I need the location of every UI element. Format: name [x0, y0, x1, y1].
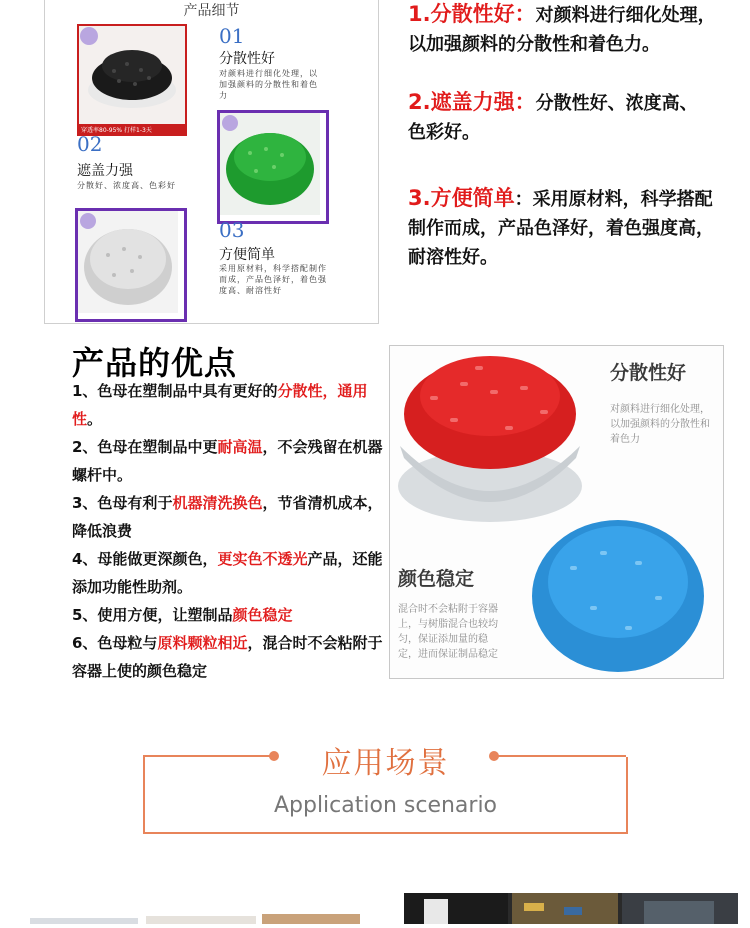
feature-heading: 3.方便简单 — [408, 186, 515, 210]
advantage-item: 4、母能做更深颜色，更实色不透光产品，还能添加功能性助剂。 — [72, 550, 383, 596]
black-pellets-image — [77, 24, 187, 136]
advantages-heading: 产品的优点 — [72, 344, 238, 382]
feature-text-3 — [408, 184, 716, 272]
feature-number: 03 — [219, 218, 245, 242]
sample-badge: 穿透率80-95% 打样1-3天 — [79, 124, 154, 135]
panel-title-dispersion: 分散性好 — [610, 362, 687, 384]
scenario-image-2 — [146, 916, 256, 924]
advantage-item: 1、色母在塑制品中具有更好的分散性，通用性。 — [72, 382, 368, 428]
white-pellets-image — [75, 208, 187, 322]
scenario-image-3 — [262, 914, 360, 924]
panel-title-stability: 颜色稳定 — [398, 568, 475, 590]
feature-number: 02 — [77, 132, 103, 156]
feature-number: 01 — [219, 24, 245, 48]
feature-desc: 分散好、浓度高、色彩好 — [77, 181, 176, 190]
feature-title: 遮盖力强 — [77, 163, 133, 179]
product-detail-card — [44, 0, 379, 324]
advantage-item: 2、色母在塑制品中更耐高温，不会残留在机器螺杆中。 — [72, 438, 383, 484]
advantage-item: 3、色母有利于机器清洗换色，节省清机成本，降低浪费 — [72, 494, 383, 540]
scenario-title-en: Application scenario — [273, 793, 498, 818]
pellets-showcase-panel — [389, 345, 724, 679]
feature-title: 分散性好 — [219, 51, 275, 67]
feature-desc: 对颜料进行细化处理，以加强颜料的分散性和着色力 — [219, 69, 318, 100]
feature-body: ：采用原材料，科学搭配制作而成，产品色泽好，着色强度高，耐溶性好。 — [408, 189, 714, 268]
advantage-item: 5、使用方便，让塑制品颜色稳定 — [72, 606, 293, 624]
advantages-list — [72, 377, 390, 685]
feature-heading: 2.遮盖力强： — [408, 90, 536, 114]
scenario-title-cn: 应用场景 — [321, 746, 450, 781]
feature-heading: 1.分散性好： — [408, 2, 536, 26]
feature-body: 分散性好、浓度高、色彩好。 — [408, 93, 698, 143]
feature-text-2 — [408, 88, 708, 147]
detail-card-title: 产品细节 — [183, 3, 240, 19]
feature-title: 方便简单 — [219, 247, 275, 263]
feature-body: 对颜料进行细化处理，以加强颜料的分散性和着色力。 — [408, 5, 716, 55]
scenario-image-strip — [404, 893, 738, 924]
feature-desc: 采用原材料，科学搭配制作而成，产品色泽好，着色强度高、耐溶性好 — [219, 264, 327, 295]
green-pellets-image — [217, 110, 329, 224]
feature-text-1 — [408, 0, 718, 59]
scenario-image-1 — [30, 918, 138, 924]
advantage-item: 6、色母粒与原料颗粒相近，混合时不会粘附于容器上使的颜色稳定 — [72, 634, 383, 680]
panel-desc-dispersion: 对颜料进行细化处理，以加强颜料的分散性和着色力 — [610, 404, 710, 445]
panel-desc-stability: 混合时不会粘附于容器上，与树脂混合也较均匀，保证添加量的稳定，进而保证制品稳定 — [398, 604, 498, 660]
